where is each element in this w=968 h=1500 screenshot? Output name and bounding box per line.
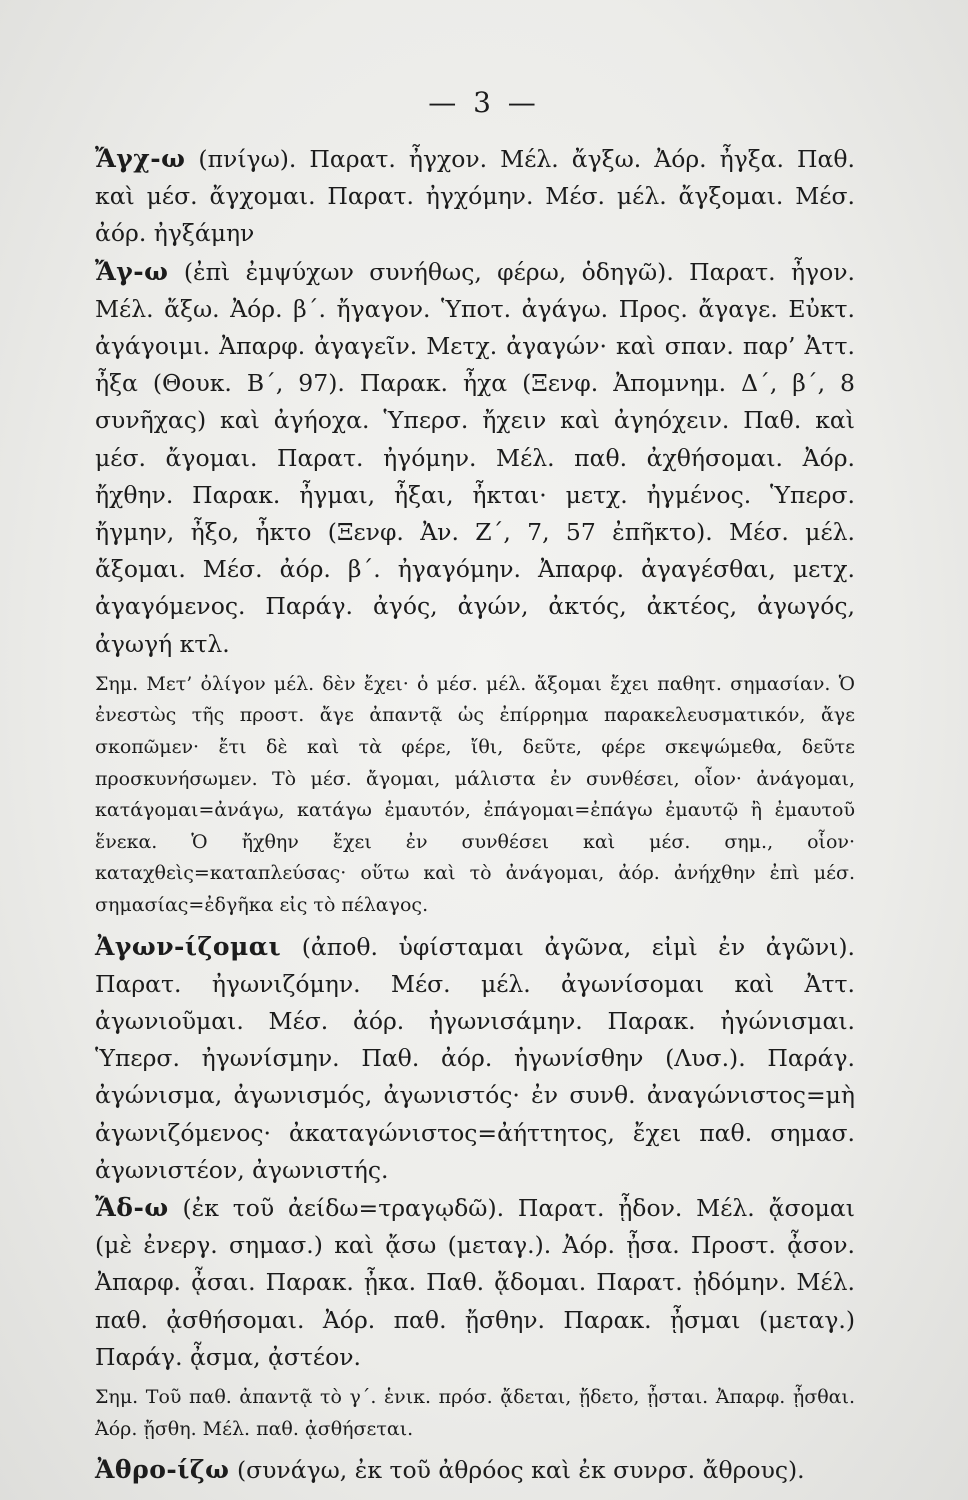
entry-headword: Ἄγ-ω bbox=[95, 256, 169, 286]
note-body: Σημ. Τοῦ παθ. ἀπαντᾷ τὸ γ΄. ἑνικ. πρόσ. ᾄδεται, ᾔδετο, ᾖσται. Ἀπαρφ. ᾖσθαι. Ἀόρ. ᾔσθη. Μέλ. παθ. ᾀσθήσεται. bbox=[95, 1386, 855, 1440]
entry-body: (συνάγω, ἐκ τοῦ ἀθρόος καὶ ἐκ συνρσ. ἄθρους). bbox=[229, 1456, 805, 1485]
entry-headword: Ἄγχ-ω bbox=[95, 144, 186, 173]
entry-headword: Ἀγων-ίζομαι bbox=[95, 931, 282, 961]
entry-ago bbox=[95, 253, 855, 663]
entry-athroizo bbox=[95, 1451, 855, 1489]
page-number: — 3 — bbox=[428, 86, 540, 119]
dictionary-text bbox=[95, 140, 855, 1489]
entry-ado bbox=[95, 1189, 855, 1376]
entry-body: (πνίγω). Παρατ. ἦγχον. Μέλ. ἄγξω. Ἀόρ. ἦγξα. Παθ. καὶ μέσ. ἄγχομαι. Παρατ. ἠγχόμην. Μέσ. μέλ. ἄγξομαι. Μέσ. ἀόρ. ἠγξάμην bbox=[95, 145, 855, 248]
entry-body: (ἀποθ. ὑφίσταμαι ἀγῶνα, εἰμὶ ἐν ἀγῶνι). Παρατ. ἠγωνιζόμην. Μέσ. μέλ. ἀγωνίσομαι καὶ Ἀττ. ἀγωνιοῦμαι. Μέσ. ἀόρ. ἠγωνισάμην. Παρακ. ἠγώνισμαι. Ὑπερσ. ἠγωνίσμην. Παθ. ἀόρ. ἠγωνίσθην (Λυσ.). Παράγ. ἀγώνισμα, ἀγωνισμός, ἀγωνιστός· ἐν συνθ. ἀναγώνιστος=μὴ ἀγωνιζόμενος· ἀκαταγώνιστος=ἀήττητος, ἔχει παθ. σημασ. ἀγωνιστέον, ἀγωνιστής. bbox=[95, 932, 855, 1184]
note-ado bbox=[95, 1382, 855, 1445]
entry-body: (ἐπὶ ἐμψύχων συνήθως, φέρω, ὁδηγῶ). Παρατ. ἦγον. Μέλ. ἄξω. Ἀόρ. β΄. ἤγαγον. Ὑποτ. ἀγάγω. Προς. ἄγαγε. Εὐκτ. ἀγάγοιμι. Ἀπαρφ. ἀγαγεῖν. Μετχ. ἀγαγών· καὶ σπαν. παρ’ Ἀττ. ἦξα (Θουκ. Β΄, 97). Παρακ. ἦχα (Ξενφ. Ἀπομνημ. Δ΄, β΄, 8 συνῆχας) καὶ ἀγήοχα. Ὑπερσ. ἤχειν καὶ ἀγηόχειν. Παθ. καὶ μέσ. ἄγομαι. Παρατ. ἠγόμην. Μέλ. παθ. ἀχθήσομαι. Ἀόρ. ἤχθην. Παρακ. ἦγμαι, ἦξαι, ἦκται· μετχ. ἠγμένος. Ὑπερσ. ἤγμην, ἦξο, ἦκτο (Ξενφ. Ἀν. Ζ΄, 7, 57 ἐπῆκτο). Μέσ. μέλ. ἄξομαι. Μέσ. ἀόρ. β΄. ἠγαγόμην. Ἀπαρφ. ἀγαγέσθαι, μετχ. ἀγαγόμενος. Παράγ. ἀγός, ἀγών, ἀκτός, ἀκτέος, ἀγωγός, ἀγωγή κτλ. bbox=[95, 257, 855, 658]
entry-agcho bbox=[95, 140, 855, 253]
entry-headword: Ἀθρο-ίζω bbox=[95, 1455, 230, 1485]
entry-agonizomai bbox=[95, 928, 855, 1189]
note-body: Σημ. Μετ’ ὀλίγον μέλ. δὲν ἔχει· ὁ μέσ. μέλ. ἄξομαι ἔχει παθητ. σημασίαν. Ὁ ἐνεστὼς τῆς προστ. ἄγε ἀπαντᾷ ὡς ἐπίρρημα παρακελευσματικόν, ἄγε σκοπῶμεν· ἔτι δὲ καὶ τὰ φέρε, ἴθι, δεῦτε, φέρε σκεψώμεθα, δεῦτε προσκυνήσωμεν. Τὸ μέσ. ἄγομαι, μάλιστα ἐν συνθέσει, οἷον· ἀνάγομαι, κατάγομαι=ἀνάγω, κατάγω ἐμαυτόν, ἐπάγομαι=ἐπάγω ἐμαυτῷ ἢ ἐμαυτοῦ ἕνεκα. Ὁ ἤχθην ἔχει ἐν συνθέσει καὶ μέσ. σημ., οἷον· καταχθεὶς=καταπλεύσας· οὕτω καὶ τὸ ἀνάγομαι, ἀόρ. ἀνήχθην ἐπὶ μέσ. σημασίας=ἐδγῆκα εἰς τὸ πέλαγος. bbox=[95, 672, 855, 916]
note-ago bbox=[95, 669, 855, 922]
entry-body: (ἐκ τοῦ ἀείδω=τραγῳδῶ). Παρατ. ᾖδον. Μέλ. ᾄσομαι (μὲ ἐνεργ. σημασ.) καὶ ᾄσω (μεταγ.). Ἀόρ. ᾖσα. Προστ. ᾆσον. Ἀπαρφ. ᾆσαι. Παρακ. ᾖκα. Παθ. ᾄδομαι. Παρατ. ᾐδόμην. Μέλ. παθ. ᾀσθήσομαι. Ἀόρ. παθ. ᾔσθην. Παρακ. ᾖσμαι (μεταγ.) Παράγ. ᾆσμα, ᾀστέον. bbox=[95, 1194, 855, 1371]
entry-headword: Ἄδ-ω bbox=[95, 1193, 169, 1223]
